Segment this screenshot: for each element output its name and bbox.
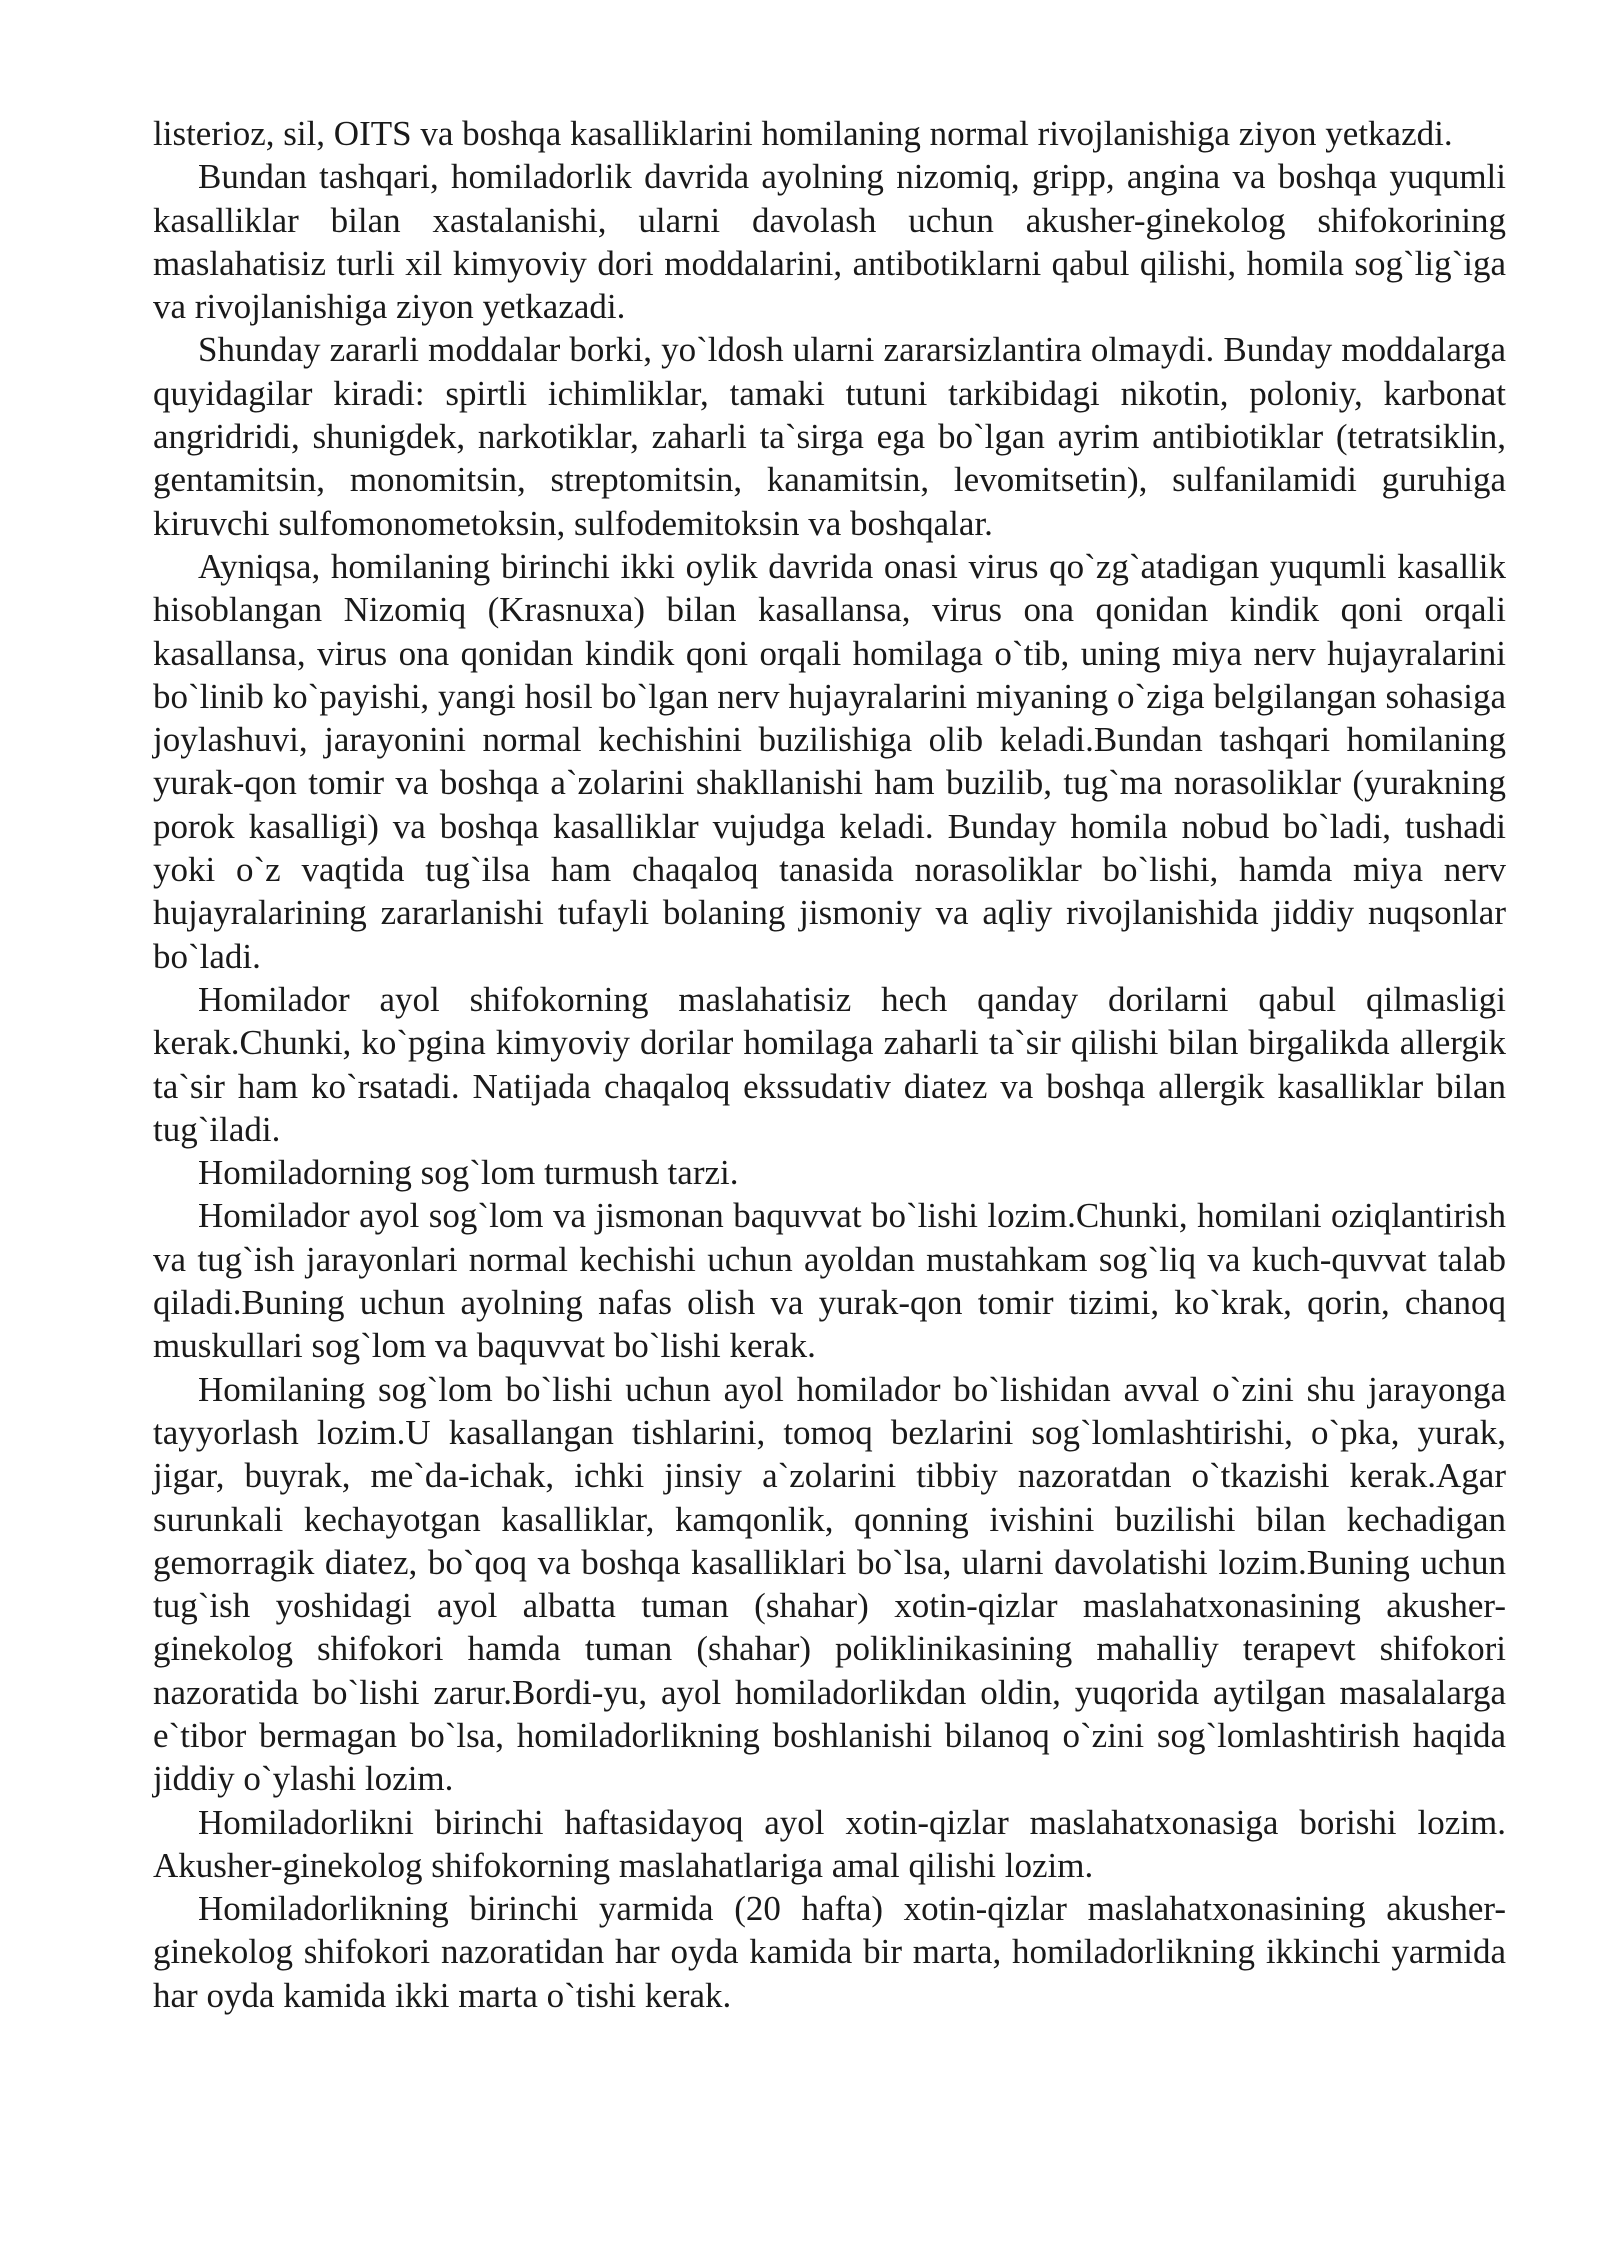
- paragraph-4: Ayniqsa, homilaning birinchi ikki oylik davrida onasi virus qo`zg`atadigan yuqumli kasallik hisoblangan Nizomiq (Krasnuxa) bilan kasallansa, virus ona qonidan kindik qoni orqali kasallansa, virus ona qonidan kindik qoni orqali homilaga o`tib, uning miya nerv hujayralarini bo`linib ko`payishi, yangi hosil bo`lgan nerv hujayralarini miyaning o`ziga belgilangan sohasiga joylashuvi, jarayonini normal kechishini buzilishiga olib keladi.Bundan tashqari homilaning yurak-qon tomir va boshqa a`zolarini shakllanishi ham buzilib, tug`ma norasoliklar (yurakning porok kasalligi) va boshqa kasalliklar vujudga keladi. Bunday homila nobud bo`ladi, tushadi yoki o`z vaqtida tug`ilsa ham chaqaloq tanasida norasoliklar bo`lishi, hamda miya nerv hujayralarining zararlanishi tufayli bolaning jismoniy va aqliy rivojlanishida jiddiy nuqsonlar bo`ladi.: [153, 546, 1506, 976]
- paragraph-9: Homiladorlikning birinchi yarmida (20 hafta) xotin-qizlar maslahatxonasining akusher-ginekolog shifokori nazoratidan har oyda kamida bir marta, homiladorlikning ikkinchi yarmida har oyda kamida ikki marta o`tishi kerak.: [153, 1889, 1506, 2015]
- paragraph-3: Shunday zararli moddalar borki, yo`ldosh ularni zararsizlantira olmaydi. Bunday moddalarga quyidagilar kiradi: spirtli ichimliklar, tamaki tutuni tarkibidagi nikotin, poloniy, karbonat angridridi, shunigdek, narkotiklar, zaharli ta`sirga ega bo`lgan ayrim antibiotiklar (tetratsiklin, gentamitsin, monomitsin, streptomitsin, kanamitsin, levomitsetin), sulfanilamidi guruhiga kiruvchi sulfomonometoksin, sulfodemitoksin va boshqalar.: [153, 330, 1506, 543]
- document-body: [153, 112, 1506, 2017]
- paragraph-2: Bundan tashqari, homiladorlik davrida ayolning nizomiq, gripp, angina va boshqa yuqumli kasalliklar bilan xastalanishi, ularni davolash uchun akusher-ginekolog shifokorining maslahatisiz turli xil kimyoviy dori moddalarini, antibotiklarni qabul qilishi, homila sog`lig`iga va rivojlanishiga ziyon yetkazadi.: [153, 157, 1506, 327]
- paragraph-6: Homilador ayol sog`lom va jismonan baquvvat bo`lishi lozim.Chunki, homilani oziqlantirish va tug`ish jarayonlari normal kechishi uchun ayoldan mustahkam sog`liq va kuch-quvvat talab qiladi.Buning uchun ayolning nafas olish va yurak-qon tomir tizimi, ko`krak, qorin, chanoq muskullari sog`lom va baquvvat bo`lishi kerak.: [153, 1196, 1506, 1366]
- section-heading: Homiladorning sog`lom turmush tarzi.: [198, 1153, 739, 1193]
- paragraph-7: Homilaning sog`lom bo`lishi uchun ayol homilador bo`lishidan avval o`zini shu jarayonga tayyorlash lozim.U kasallangan tishlarini, tomoq bezlarini sog`lomlashtirishi, o`pka, yurak, jigar, buyrak, me`da-ichak, ichki jinsiy a`zolarini tibbiy nazoratdan o`tkazishi kerak.Agar surunkali kechayotgan kasalliklar, kamqonlik, qonning ivishini buzilishi bilan kechadigan gemorragik diatez, bo`qoq va boshqa kasalliklari bo`lsa, ularni davolatishi lozim.Buning uchun tug`ish yoshidagi ayol albatta tuman (shahar) xotin-qizlar maslahatxonasining akusher-ginekolog shifokori hamda tuman (shahar) poliklinikasining mahalliy terapevt shifokori nazoratida bo`lishi zarur.Bordi-yu, ayol homiladorlikdan oldin, yuqorida aytilgan masalalarga e`tibor bermagan bo`lsa, homiladorlikning boshlanishi bilanoq o`zini sog`lomlashtirish haqida jiddiy o`ylashi lozim.: [153, 1369, 1506, 1799]
- paragraph-1: listerioz, sil, OITS va boshqa kasalliklarini homilaning normal rivojlanishiga ziyon yetkazdi.: [153, 114, 1453, 153]
- paragraph-5: Homilador ayol shifokorning maslahatisiz hech qanday dorilarni qabul qilmasligi kerak.Chunki, ko`pgina kimyoviy dorilar homilaga zaharli ta`sir qilishi bilan birgalikda allergik ta`sir ham ko`rsatadi. Natijada chaqaloq ekssudativ diatez va boshqa allergik kasalliklar bilan tug`iladi.: [153, 979, 1506, 1149]
- paragraph-8: Homiladorlikni birinchi haftasidayoq ayol xotin-qizlar maslahatxonasiga borishi lozim. Akusher-ginekolog shifokorning maslahatlariga amal qilishi lozim.: [153, 1802, 1506, 1885]
